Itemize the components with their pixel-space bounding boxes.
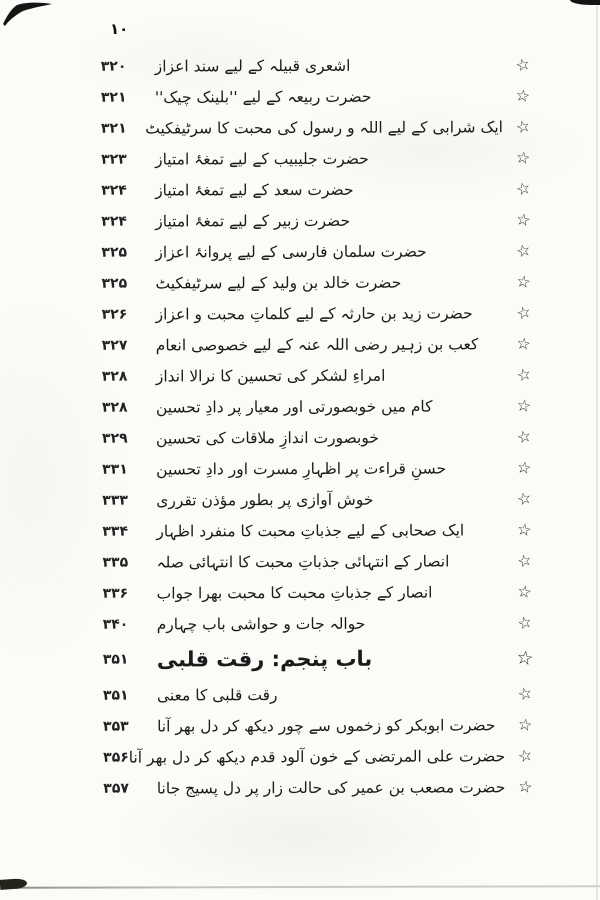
star-icon: ☆ (514, 85, 532, 107)
toc-page-number: ۳۲۳ (101, 151, 127, 168)
toc-entry-title: ایک صحابی کے لیے جذباتِ محبت کا منفرد اظہار (156, 520, 465, 541)
toc-entry-title: حسنِ قراءت پر اظہارِ مسرت اور دادِ تحسین (156, 458, 447, 479)
toc-row (0, 359, 600, 392)
star-icon: ☆ (514, 239, 533, 262)
toc-page-number: ۳۵۶ (103, 749, 129, 766)
toc-page-number: ۳۲۵ (101, 244, 128, 261)
toc-entry-title: حضرت علی المرتضی کے خون آلود قدم دیکھ کر دل بھر آنا (128, 746, 506, 767)
toc-entry-title: ایک شرابی کے لیے اللہ و رسول کی محبت کا سرٹیفکیٹ (145, 117, 503, 138)
scan-artifact-bottom-rule (12, 885, 600, 888)
toc-row (1, 678, 600, 711)
toc-page-number: ۳۳۳ (102, 492, 128, 509)
toc-page-number: ۳۴۰ (102, 616, 129, 633)
toc-entry-title: انصار کے جذباتِ محبت کا محبت بھرا جواب (156, 583, 433, 603)
toc-page-number: ۳۲۱ (100, 120, 127, 137)
toc-row (0, 111, 599, 144)
toc-page-number: ۳۲۸ (101, 368, 128, 385)
toc-page-number: ۳۲۸ (101, 399, 128, 416)
toc-page-number: ۳۲۶ (101, 306, 128, 323)
toc-entry-title: حضرت سعد کے لیے تمغۂ امتیاز (155, 180, 354, 200)
scan-artifact-top-left-mark (2, 1, 54, 35)
toc-entry-title: کام میں خوبصورتی اور معیار پر دادِ تحسین (155, 397, 433, 417)
toc-entry-title: رقت قلبی کا معنی (156, 685, 278, 705)
toc-entry-title: حضرت خالد بن ولید کے لیے سرٹیفکیٹ (155, 273, 402, 293)
toc-entry-title: حضرت زبیر کے لیے تمغۂ امتیاز (155, 211, 351, 231)
star-icon: ☆ (516, 581, 534, 603)
toc-row (1, 576, 600, 609)
toc-page-number: ۳۲۵ (101, 275, 128, 292)
page-number: ۱۰ (110, 20, 129, 38)
star-icon: ☆ (513, 177, 533, 200)
toc-row (0, 235, 599, 268)
toc-entry-title: حوالہ جات و حواشی باب چہارم (156, 614, 366, 634)
toc-entry-title: حضرت ابوبکر کو زخموں سے چور دیکھ کر دل بھر آنا (157, 715, 496, 736)
toc-entry-title: خوبصورت اندازِ ملاقات کی تحسین (156, 428, 379, 448)
star-icon: ☆ (514, 363, 534, 386)
toc-row (0, 328, 600, 361)
toc-page-number: ۳۵۱ (102, 687, 129, 704)
toc-page-number: ۳۵۱ (102, 651, 129, 668)
star-icon: ☆ (516, 776, 534, 798)
toc-entry-title: کعب بن زہیر رضی اللہ عنہ کے لیے خصوصی انعام (155, 334, 479, 355)
star-icon: ☆ (515, 333, 533, 355)
toc-row (0, 545, 600, 578)
star-icon: ☆ (515, 395, 533, 417)
star-icon: ☆ (514, 487, 534, 510)
toc-row (0, 266, 600, 299)
star-icon: ☆ (514, 147, 532, 169)
toc-row (0, 421, 600, 454)
toc-row (0, 514, 600, 547)
toc-row (1, 709, 600, 742)
star-icon: ☆ (514, 301, 533, 324)
star-icon: ☆ (516, 714, 534, 736)
toc-page-number: ۳۳۵ (102, 554, 129, 571)
toc-entry-title: حضرت جلیبیب کے لیے تمغۂ امتیاز (155, 149, 369, 169)
toc-row (0, 142, 599, 175)
star-icon: ☆ (515, 611, 534, 634)
star-icon: ☆ (514, 646, 535, 671)
star-icon: ☆ (514, 209, 532, 231)
toc-page-number: ۳۳۱ (102, 461, 128, 478)
toc-page-number: ۳۵۳ (103, 718, 129, 735)
star-icon: ☆ (515, 457, 533, 479)
toc-row (0, 173, 599, 206)
toc-entry-title: امراءِ لشکر کی تحسین کا نرالا انداز (155, 366, 386, 386)
toc-entry-title: خوش آوازی پر بطور مؤذن تقرری (156, 490, 374, 510)
toc-entry-title: حضرت مصعب بن عمیر کی حالت زار پر دل پسیج جانا (156, 777, 506, 798)
toc-list (0, 49, 600, 804)
toc-entry-title: انصار کے انتہائی جذباتِ محبت کا انتہائی صلہ (156, 551, 450, 572)
toc-page-number: ۳۲۷ (101, 337, 128, 354)
toc-entry-title: باب پنجم: رقت قلبی (156, 646, 373, 672)
toc-page-number: ۳۲۰ (100, 58, 127, 75)
toc-row (1, 771, 600, 804)
star-icon: ☆ (514, 271, 533, 293)
star-icon: ☆ (515, 682, 535, 705)
toc-row (0, 49, 599, 82)
toc-page-number: ۳۵۷ (103, 780, 129, 797)
toc-row (0, 297, 600, 330)
toc-page-number: ۳۳۶ (102, 585, 129, 602)
star-icon: ☆ (515, 744, 535, 767)
toc-row (0, 483, 600, 516)
toc-page-number: ۳۲۴ (101, 213, 127, 230)
toc-entry-title: حضرت زید بن حارثہ کے لیے کلماتِ محبت و اعزاز (155, 303, 473, 324)
star-icon: ☆ (515, 549, 534, 572)
toc-entry-title: حضرت سلمان فارسی کے لیے پروانۂ اعزاز (155, 242, 427, 262)
star-icon: ☆ (513, 53, 533, 76)
star-icon: ☆ (515, 519, 533, 541)
toc-entry-title: حضرت ربیعہ کے لیے ''بلینک چیک'' (154, 87, 372, 107)
toc-page-number: ۳۲۹ (102, 430, 128, 447)
toc-row (0, 452, 600, 485)
scan-artifact-top-right-mark (570, 0, 600, 5)
toc-page-number: ۳۳۴ (102, 523, 129, 540)
toc-row (0, 390, 600, 423)
toc-row (0, 204, 599, 237)
toc-row (1, 638, 600, 680)
toc-entry-title: اشعری قبیلہ کے لیے سند اعزاز (154, 56, 351, 76)
toc-row (1, 740, 600, 773)
toc-row (0, 80, 599, 113)
toc-page-number: ۳۲۴ (101, 182, 127, 199)
toc-row (1, 607, 600, 640)
toc-page-number: ۳۲۱ (100, 89, 127, 106)
star-icon: ☆ (514, 425, 534, 448)
star-icon: ☆ (513, 115, 533, 138)
